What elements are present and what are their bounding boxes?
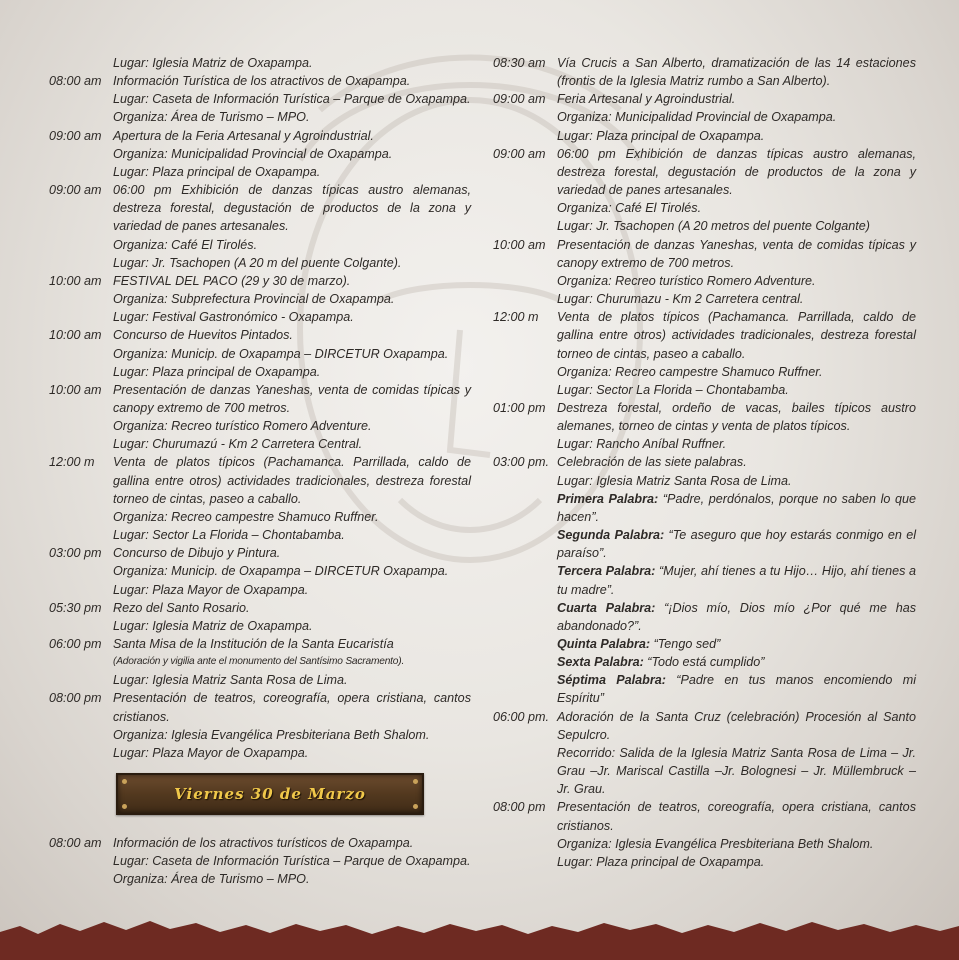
event-time: 09:00 am <box>49 183 102 198</box>
time-spacer <box>493 490 557 526</box>
word-entry <box>493 653 916 671</box>
event-time: 01:00 pm <box>493 400 546 415</box>
event-line: Apertura de la Feria Artesanal y Agroindustrial. <box>113 128 374 143</box>
event-time: 09:00 am <box>49 128 102 143</box>
event-time: 08:00 pm <box>49 691 102 706</box>
event-entry <box>493 399 916 453</box>
word-line <box>557 671 916 707</box>
event-line: Lugar: Plaza principal de Oxapampa. <box>557 128 765 143</box>
event-line: Lugar: Sector La Florida – Chontabamba. <box>113 528 345 543</box>
word-quote: “Padre en tus manos encomiendo mi Espíritu” <box>557 673 916 706</box>
event-line: Recorrido: Salida de la Iglesia Matriz Santa Rosa de Lima – Jr. Grau –Jr. Mariscal Castilla –Jr. Bolognesi – Jr. Müllembruck – Jr. Grau. <box>557 745 916 797</box>
word-line <box>557 526 916 562</box>
event-details <box>113 689 471 762</box>
event-line: Lugar: Rancho Aníbal Ruffner. <box>557 437 727 452</box>
word-text <box>557 490 916 526</box>
thursday-events <box>49 54 471 762</box>
event-time: 10:00 am <box>493 237 546 252</box>
event-time: 06:00 pm <box>49 637 102 651</box>
event-line: Rezo del Santo Rosario. <box>113 600 250 615</box>
event-entry <box>493 90 916 144</box>
word-text <box>557 635 916 653</box>
event-line: Lugar: Festival Gastronómico - Oxapampa. <box>113 310 354 325</box>
event-entry <box>493 54 916 90</box>
event-entry <box>49 326 471 380</box>
event-line: Organiza: Municip. de Oxapampa – DIRCETUR Oxapampa. <box>113 564 449 579</box>
event-line: Venta de platos típicos (Pachamanca. Parrillada, caldo de gallina entre otros) actividades tradicionales, destreza forestal torneo de cintas, paseo a caballo. <box>113 455 471 506</box>
event-line: Organiza: Café El Tirolés. <box>113 237 258 252</box>
event-details <box>113 635 471 689</box>
event-line: Santa Misa de la Institución de la Santa Eucaristía <box>113 637 394 651</box>
word-text <box>557 653 916 671</box>
event-entry <box>493 308 916 399</box>
word-quote: “Tengo sed” <box>650 637 721 651</box>
event-entry <box>493 145 916 236</box>
event-details <box>557 236 916 309</box>
event-details <box>557 90 916 144</box>
friday-events <box>49 834 471 888</box>
event-line: Concurso de Dibujo y Pintura. <box>113 546 281 561</box>
event-line: Organiza: Café El Tirolés. <box>557 201 702 216</box>
word-entry <box>493 526 916 562</box>
event-details <box>557 453 916 489</box>
event-line: Concurso de Huevitos Pintados. <box>113 328 293 343</box>
banner-row <box>49 762 471 834</box>
date-banner <box>116 773 424 815</box>
word-text <box>557 671 916 707</box>
word-entry <box>493 671 916 707</box>
event-line: Lugar: Plaza Mayor de Oxapampa. <box>113 745 309 760</box>
event-details <box>557 54 916 90</box>
event-time: 05:30 pm <box>49 600 102 615</box>
event-line: Lugar: Jr. Tsachopen (A 20 m del puente Colgante). <box>113 255 402 270</box>
word-label: Tercera Palabra: <box>557 564 656 579</box>
event-line: Organiza: Municip. de Oxapampa – DIRCETUR Oxapampa. <box>113 346 449 361</box>
event-details <box>113 381 471 454</box>
event-line: Lugar: Iglesia Matriz Santa Rosa de Lima. <box>557 473 792 488</box>
event-time: 03:00 pm <box>49 546 102 561</box>
word-text <box>557 562 916 598</box>
event-line: Lugar: Jr. Tsachopen (A 20 metros del puente Colgante) <box>557 219 870 234</box>
event-line: Presentación de teatros, coreografía, opera cristiana, cantos cristianos. <box>113 691 471 724</box>
time-spacer <box>493 526 557 562</box>
event-details <box>557 145 916 236</box>
word-quote: “Todo está cumplido” <box>643 655 765 670</box>
event-time <box>49 54 113 72</box>
event-details <box>557 708 916 799</box>
word-label: Quinta Palabra: <box>557 637 651 651</box>
event-time: 10:00 am <box>49 328 102 343</box>
word-entry <box>493 490 916 526</box>
event-time: 10:00 am <box>49 273 102 288</box>
event-line: FESTIVAL DEL PACO (29 y 30 de marzo). <box>113 273 351 288</box>
event-line: Organiza: Recreo turístico Romero Adventure. <box>113 419 372 434</box>
event-line: Lugar: Caseta de Información Turística – Parque de Oxapampa. <box>113 92 471 107</box>
banner-nail-icon <box>122 804 127 809</box>
word-entry <box>493 562 916 598</box>
word-entry <box>493 635 916 653</box>
event-details <box>113 54 471 72</box>
event-time: 08:00 am <box>49 836 102 851</box>
event-line: Celebración de las siete palabras. <box>557 455 747 470</box>
event-entry <box>49 544 471 598</box>
event-details <box>113 834 471 888</box>
event-time: 03:00 pm. <box>493 455 550 470</box>
event-line: Adoración de la Santa Cruz (celebración) Procesión al Santo Sepulcro. <box>557 709 916 742</box>
event-line: Organiza: Iglesia Evangélica Presbiteriana Beth Shalom. <box>113 727 430 742</box>
event-details <box>557 308 916 399</box>
torn-paper-edge <box>0 921 959 960</box>
event-time: 08:30 am <box>493 56 546 70</box>
event-entry <box>493 798 916 871</box>
event-line: Presentación de teatros, coreografía, opera cristiana, cantos cristianos. <box>557 800 916 833</box>
banner-nail-icon <box>413 804 418 809</box>
event-time: 12:00 m <box>49 455 95 470</box>
word-line <box>557 635 916 653</box>
event-line: Organiza: Recreo turístico Romero Adventure. <box>557 273 816 288</box>
event-line: Información de los atractivos turísticos de Oxapampa. <box>113 836 414 851</box>
event-entry <box>49 72 471 126</box>
time-spacer <box>493 562 557 598</box>
word-line <box>557 599 916 635</box>
event-time: 08:00 am <box>49 74 102 89</box>
event-line: Vía Crucis a San Alberto, dramatización de las 14 estaciones (frontis de la Iglesia Matriz rumbo a San Alberto). <box>557 56 916 89</box>
event-line: Organiza: Recreo campestre Shamuco Ruffner. <box>557 364 823 379</box>
event-time: 12:00 m <box>493 310 539 325</box>
event-time: 06:00 pm. <box>493 709 550 724</box>
event-line: Presentación de danzas Yaneshas, venta de comidas típicas y canopy extremo de 700 metros. <box>113 382 471 415</box>
word-label: Cuarta Palabra: <box>557 600 656 615</box>
event-entry <box>49 127 471 181</box>
event-details <box>557 798 916 871</box>
word-line <box>557 490 916 526</box>
event-time: 09:00 am <box>493 146 546 161</box>
word-text <box>557 526 916 562</box>
event-line: Organiza: Iglesia Evangélica Presbiteriana Beth Shalom. <box>557 836 874 851</box>
word-label: Segunda Palabra: <box>557 528 665 543</box>
word-quote: “Te aseguro que hoy estarás conmigo en el paraíso”. <box>557 528 916 561</box>
event-line: Información Turística de los atractivos de Oxapampa. <box>113 74 411 89</box>
event-line: Lugar: Iglesia Matriz Santa Rosa de Lima. <box>113 673 348 688</box>
event-line: Destreza forestal, ordeño de vacas, bailes típicos austro alemanes, torneo de cintas y venta de platos típicos. <box>557 400 916 434</box>
event-line: Lugar: Iglesia Matriz de Oxapampa. <box>113 618 313 633</box>
event-entry <box>493 236 916 309</box>
event-details <box>113 544 471 598</box>
event-line: 06:00 pm Exhibición de danzas típicas austro alemanas, destreza forestal, degustación de productos de la zona y variedad de panes artesanales. <box>557 146 916 198</box>
event-entry <box>49 381 471 454</box>
event-line: Lugar: Plaza principal de Oxapampa. <box>557 854 765 869</box>
time-spacer <box>493 599 557 635</box>
event-time: 10:00 am <box>49 382 102 397</box>
word-quote: “¡Dios mío, Dios mío ¿Por qué me has abandonado?”. <box>557 600 916 633</box>
event-line: Lugar: Sector La Florida – Chontabamba. <box>557 382 789 397</box>
event-details <box>557 399 916 453</box>
word-quote: “Mujer, ahí tienes a tu Hijo… Hijo, ahí tienes a tu madre”. <box>557 564 916 597</box>
event-line: Organiza: Área de Turismo – MPO. <box>113 872 310 887</box>
event-entry <box>49 272 471 326</box>
word-entry <box>493 599 916 635</box>
event-line: Lugar: Plaza principal de Oxapampa. <box>113 164 321 179</box>
word-label: Sexta Palabra: <box>557 655 644 670</box>
event-details <box>113 127 471 181</box>
event-details <box>113 181 471 272</box>
event-line: Lugar: Plaza Mayor de Oxapampa. <box>113 582 309 597</box>
event-time: 08:00 pm <box>493 800 546 815</box>
word-line <box>557 562 916 598</box>
event-entry <box>49 599 471 635</box>
event-entry <box>493 453 916 489</box>
right-column <box>493 54 916 871</box>
banner-nail-icon <box>122 779 127 784</box>
banner-nail-icon <box>413 779 418 784</box>
event-line: Lugar: Caseta de Información Turística – Parque de Oxapampa. <box>113 854 471 869</box>
event-line: Venta de platos típicos (Pachamanca. Parrillada, caldo de gallina entre otros) actividades tradicionales, destreza forestal torneo de cintas, paseo a caballo. <box>557 310 916 361</box>
event-line: Organiza: Subprefectura Provincial de Oxapampa. <box>113 292 395 307</box>
event-details <box>113 326 471 380</box>
event-entry <box>49 54 471 72</box>
banner-title: Viernes 30 de Marzo <box>174 785 366 804</box>
event-time: 09:00 am <box>493 92 546 107</box>
event-line: Feria Artesanal y Agroindustrial. <box>557 92 736 107</box>
event-line: Presentación de danzas Yaneshas, venta de comidas típicas y canopy extremo de 700 metros. <box>557 237 916 270</box>
event-entry <box>49 453 471 544</box>
word-quote: “Padre, perdónalos, porque no saben lo que hacen”. <box>557 491 916 524</box>
event-entry <box>49 834 471 888</box>
event-line: Organiza: Área de Turismo – MPO. <box>113 110 310 125</box>
event-line: 06:00 pm Exhibición de danzas típicas austro alemanas, destreza forestal, degustación de productos de la zona y variedad de panes artesanales. <box>113 183 471 234</box>
time-spacer <box>493 671 557 707</box>
word-line <box>557 653 916 671</box>
word-label: Séptima Palabra: <box>557 673 666 688</box>
event-line: Organiza: Recreo campestre Shamuco Ruffner. <box>113 509 379 524</box>
event-line: Lugar: Churumazú - Km 2 Carretera Central. <box>113 437 363 452</box>
event-line: (Adoración y vigilia ante el monumento del Santísimo Sacramento). <box>113 656 405 668</box>
time-spacer <box>493 635 557 653</box>
event-details <box>113 272 471 326</box>
word-text <box>557 599 916 635</box>
event-line: Organiza: Municipalidad Provincial de Oxapampa. <box>113 146 393 161</box>
time-spacer <box>493 653 557 671</box>
event-entry <box>49 181 471 272</box>
word-label: Primera Palabra: <box>557 491 659 506</box>
event-entry <box>49 689 471 762</box>
event-details <box>113 72 471 126</box>
event-entry <box>493 708 916 799</box>
event-line: Lugar: Churumazu - Km 2 Carretera central. <box>557 292 804 307</box>
event-line: Lugar: Iglesia Matriz de Oxapampa. <box>113 56 313 70</box>
left-column <box>49 54 471 889</box>
event-line: Lugar: Plaza principal de Oxapampa. <box>113 364 321 379</box>
event-details <box>113 599 471 635</box>
event-details <box>113 453 471 544</box>
event-entry <box>49 635 471 689</box>
event-line: Organiza: Municipalidad Provincial de Oxapampa. <box>557 110 837 125</box>
